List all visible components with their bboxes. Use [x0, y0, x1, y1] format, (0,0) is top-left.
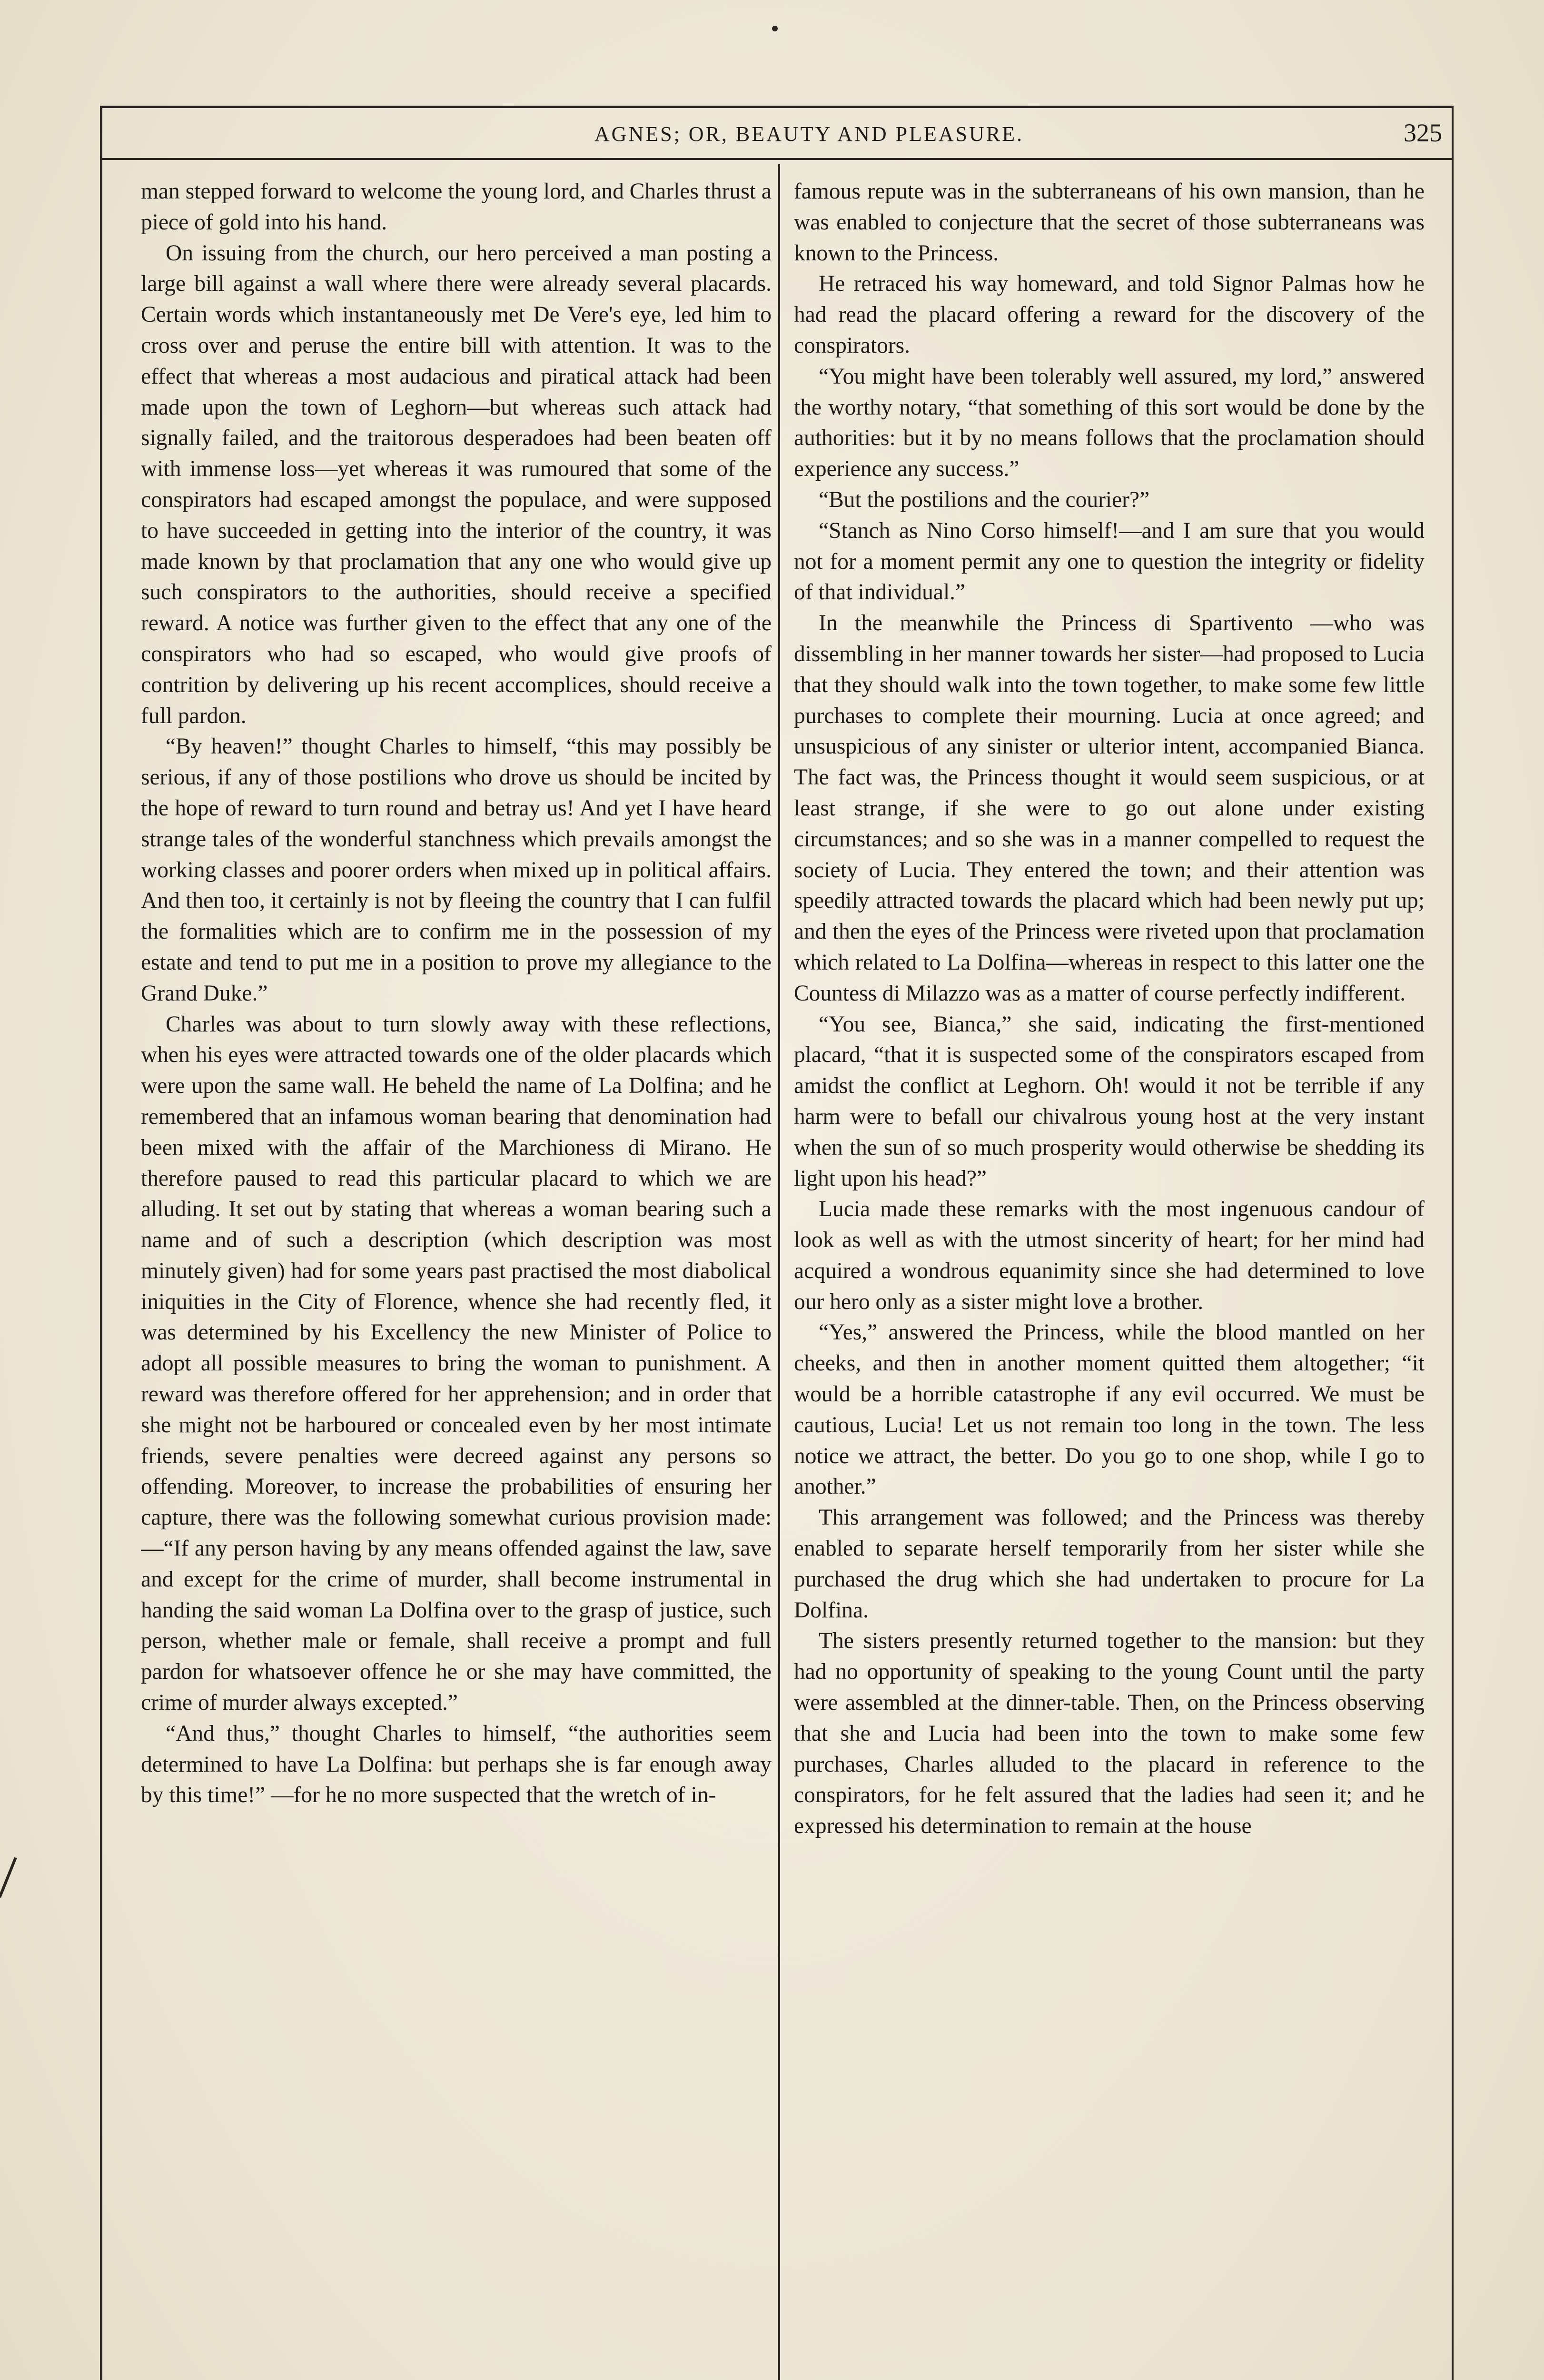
paragraph: “You might have been tolerably well assured, my lord,” answered the worthy notary, “that something of this sort would be done by the authorities: but it by no means follows that the proclamation should experience any success.”: [794, 364, 1425, 482]
ink-speck: [772, 26, 778, 31]
paragraph: man stepped forward to welcome the young lord, and Charles thrust a piece of gold into his hand.: [141, 179, 772, 235]
paragraph: “And thus,” thought Charles to himself, “the authorities seem determined to have La Dolfina: but perhaps she is far enough away by this time!” —for he no more suspected that the wretch of in-: [141, 1721, 772, 1808]
paragraph: “Stanch as Nino Corso himself!—and I am sure that you would not for a moment permit any one to question the integrity or fidelity of that individual.”: [794, 518, 1425, 605]
running-title: AGNES; OR, BEAUTY AND PLEASURE.: [594, 122, 1024, 146]
paragraph: Lucia made these remarks with the most ingenuous candour of look as well as with the utmost sincerity of heart; for her mind had acquired a wondrous equanimity since she had determined to love our hero only as a sister might love a brother.: [794, 1197, 1425, 1314]
margin-pencil-mark: [0, 1857, 30, 1904]
left-column: [141, 176, 772, 2380]
paragraph: “Yes,” answered the Princess, while the blood mantled on her cheeks, and then in another moment quitted them altogether; “it would be a horrible catastrophe if any evil occurred. We must be cautious, Lucia! Let us not remain too long in the town. The less notice we attract, the better. Do you go to one shop, while I go to another.”: [794, 1320, 1425, 1499]
column-divider: [778, 164, 780, 2380]
paragraph: famous repute was in the subterraneans of his own mansion, than he was enabled to conjecture that the secret of those subterraneans was known to the Princess.: [794, 179, 1425, 266]
paragraph: “You see, Bianca,” she said, indicating the first-mentioned placard, “that it is suspected some of the conspirators escaped from amidst the conflict at Leghorn. Oh! would it not be terrible if any harm were to befall our chivalrous young host at the very instant when the sun of so much prosperity would otherwise be shedding its light upon his head?”: [794, 1012, 1425, 1191]
header-rule: [100, 158, 1452, 160]
page-number: 325: [1404, 119, 1442, 147]
paragraph: The sisters presently returned together to the mansion: but they had no opportunity of speaking to the young Count until the party were assembled at the dinner-table. Then, on the Princess observing that she and Lucia had been into the town to make some few purchases, Charles alluded to the placard in reference to the conspirators, for he felt assured that the ladies had seen it; and he expressed his determination to remain at the house: [794, 1628, 1425, 1839]
paragraph: Charles was about to turn slowly away with these reflections, when his eyes were attracted towards one of the older placards which were upon the same wall. He beheld the name of La Dolfina; and he remembered that an infamous woman bearing that denomination had been mixed with the affair of the Marchioness di Mirano. He therefore paused to read this particular placard to which we are alluding. It set out by stating that whereas a woman bearing such a name and of such a description (which description was most minutely given) had for some years past practised the most diabolical iniquities in the City of Florence, whence she had recently fled, it was determined by his Excellency the new Minister of Police to adopt all possible measures to bring the woman to punishment. A reward was therefore offered for her apprehension; and in order that she might not be harboured or concealed even by her most intimate friends, severe penalties were decreed against any persons so offending. Moreover, to increase the probabilities of ensuring her capture, there was the following somewhat curious provision made:—“If any person having by any means offended against the law, save and except for the crime of murder, shall become instrumental in handing the said woman La Dolfina over to the grasp of justice, such person, whether male or female, shall receive a prompt and full pardon for whatsoever offence he or she may have committed, the crime of murder always excepted.”: [141, 1012, 772, 1716]
paragraph: On issuing from the church, our hero perceived a man posting a large bill against a wall where there were already several placards. Certain words which instantaneously met De Vere's eye, led him to cross over and peruse the entire bill with attention. It was to the effect that whereas a most audacious and piratical attack had been made upon the town of Leghorn—but whereas such attack had signally failed, and the traitorous desperadoes had been beaten off with immense loss—yet whereas it was rumoured that some of the conspirators had escaped amongst the populace, and were supposed to have succeeded in getting into the interior of the country, it was made known by that proclamation that any one who would give up such conspirators to the authorities, should receive a specified reward. A notice was further given to the effect that any one of the conspirators who had so escaped, who would give proofs of contrition by delivering up his recent accomplices, should receive a full pardon.: [141, 240, 772, 728]
left-border-rule: [100, 106, 102, 2380]
paragraph: “But the postilions and the courier?”: [819, 487, 1150, 512]
paragraph: “By heaven!” thought Charles to himself, “this may possibly be serious, if any of those postilions who drove us should be incited by the hope of reward to turn round and betray us! And yet I have heard strange tales of the wonderful stanchness which prevails amongst the working classes and poorer orders when mixed up in political affairs. And then too, it certainly is not by fleeing the country that I can fulfil the formalities which are to confirm me in the possession of my estate and tend to put me in a position to prove my allegiance to the Grand Duke.”: [141, 734, 772, 1006]
top-border-rule: [100, 106, 1452, 108]
right-column: [794, 176, 1425, 2380]
paragraph: He retraced his way homeward, and told Signor Palmas how he had read the placard offering a reward for the discovery of the conspirators.: [794, 271, 1425, 358]
paragraph: In the meanwhile the Princess di Spartivento —who was dissembling in her manner towards her sister—had proposed to Lucia that they should walk into the town together, to make some few little purchases to complete their mourning. Lucia at once agreed; and unsuspicious of any sinister or ulterior intent, accompanied Bianca. The fact was, the Princess thought it would seem suspicious, or at least strange, if she were to go out alone under existing circumstances; and so she was in a manner compelled to request the society of Lucia. They entered the town; and their attention was speedily attracted towards the placard which had been newly put up; and then the eyes of the Princess were riveted upon that proclamation which related to La Dolfina—whereas in respect to this latter one the Countess di Milazzo was as a matter of course perfectly indifferent.: [794, 611, 1425, 1006]
right-border-rule: [1452, 106, 1454, 2380]
paragraph: This arrangement was followed; and the Princess was thereby enabled to separate herself temporarily from her sister while she purchased the drug which she had undertaken to procure for La Dolfina.: [794, 1505, 1425, 1623]
